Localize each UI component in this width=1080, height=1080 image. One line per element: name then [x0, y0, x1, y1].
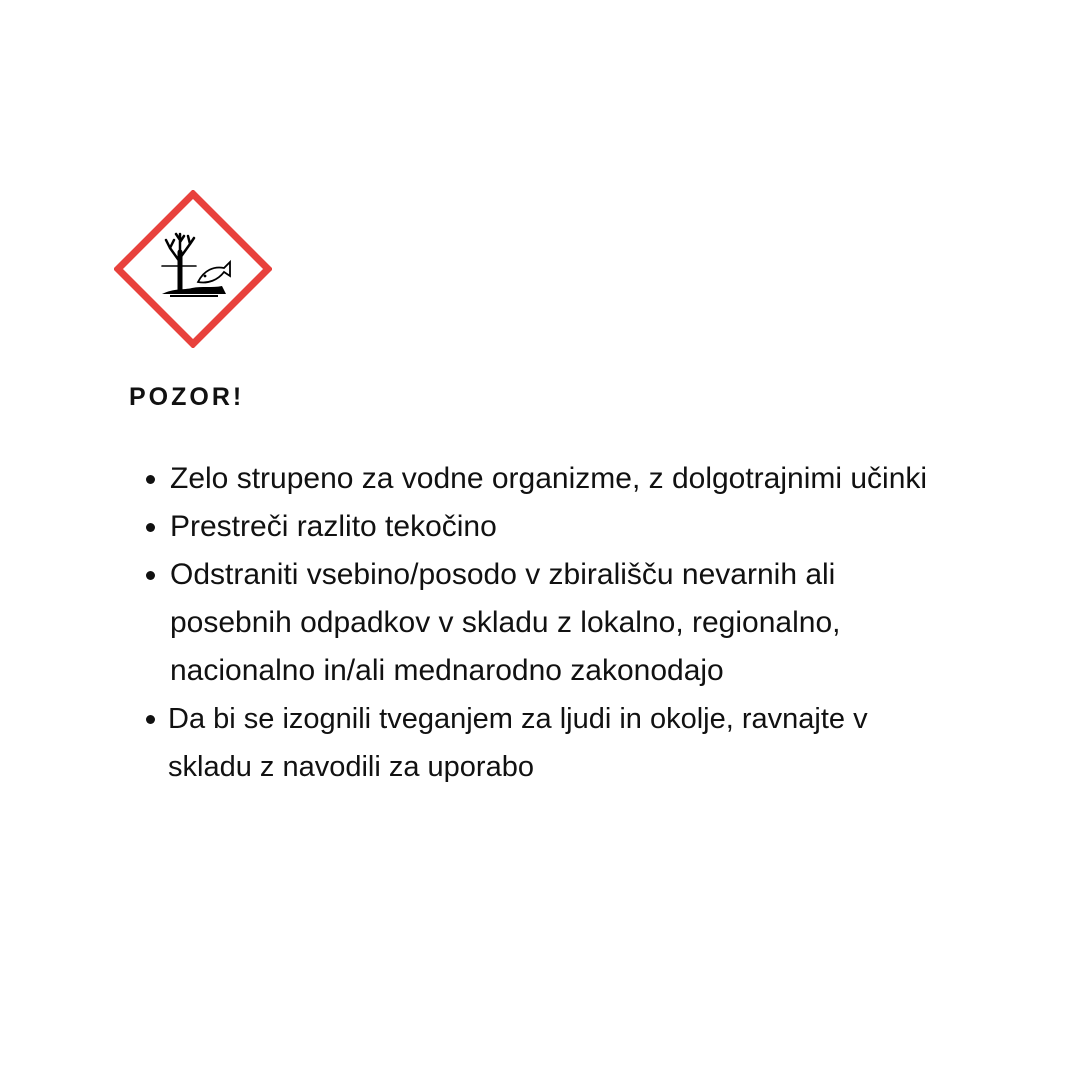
hazard-statement-list: [140, 455, 1040, 791]
environment-hazard-icon: [114, 190, 272, 348]
bullet-icon: [146, 523, 155, 532]
list-item: [140, 695, 958, 791]
statement-text: Zelo strupeno za vodne organizme, z dolgotrajnimi učinki: [170, 462, 928, 495]
list-item: [140, 455, 1040, 503]
statement-text: Prestreči razlito tekočino: [170, 510, 497, 543]
statement-text: Da bi se izognili tveganjem za ljudi in okolje, ravnajte v skladu z navodili za uporabo: [168, 703, 868, 783]
signal-word: POZOR!: [129, 383, 245, 411]
statement-text: Odstraniti vsebino/posodo v zbirališču nevarnih ali posebnih odpadkov v skladu z lokalno, regionalno, nacionalno in/ali mednarodno zakonodajo: [170, 558, 841, 687]
bullet-icon: [146, 571, 155, 580]
list-item: [140, 503, 1040, 551]
bullet-icon: [146, 715, 155, 724]
bullet-icon: [146, 475, 155, 484]
list-item: [140, 551, 950, 695]
